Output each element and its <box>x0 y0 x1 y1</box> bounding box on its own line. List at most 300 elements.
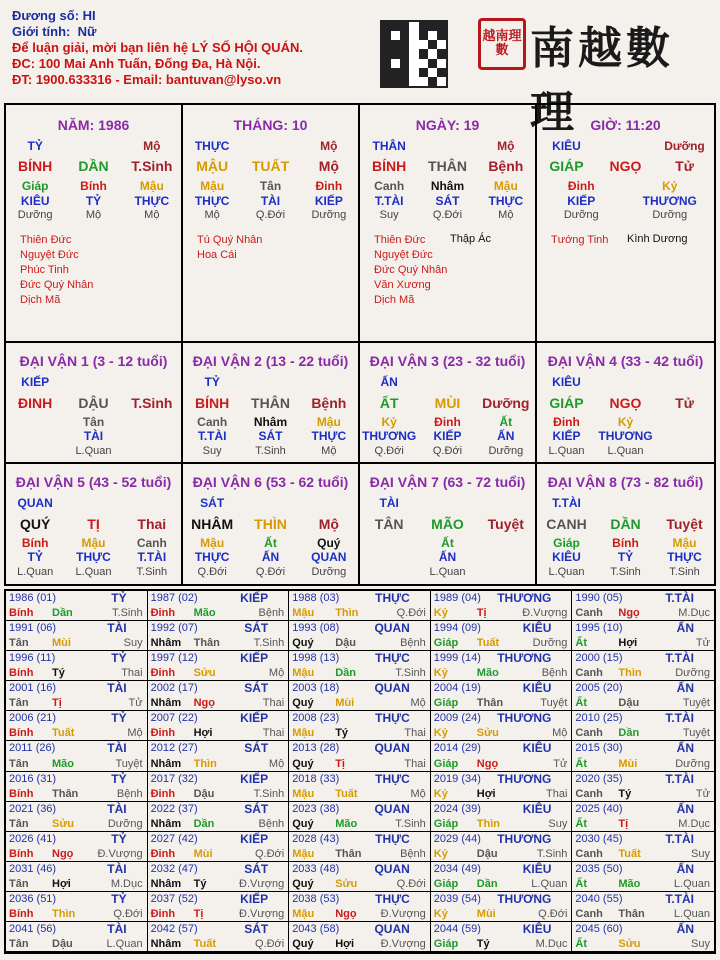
year-label: 2008 (23) <box>292 712 340 725</box>
year-label: 2033 (48) <box>292 862 340 875</box>
year-label: 1986 (01) <box>9 592 57 604</box>
dai-van-title: ĐẠI VẬN 5 (43 - 52 tuổi) <box>15 474 172 490</box>
year-stem: Canh <box>575 727 603 740</box>
year-cell <box>6 591 148 621</box>
hidden-stages <box>537 209 714 221</box>
year-cell <box>431 802 573 832</box>
year-god: TÀI <box>107 621 127 636</box>
year-stage: M.Dục <box>110 877 143 890</box>
year-cell <box>431 711 573 741</box>
year-stage: Bệnh <box>400 847 426 860</box>
year-label: 2009 (24) <box>433 712 481 725</box>
pillar-extra: Mộ <box>497 139 515 153</box>
dv-hidden-stage: Q.Đới <box>432 445 463 457</box>
year-label: 2004 (19) <box>433 682 481 695</box>
 <box>64 139 122 153</box>
year-label: 2025 (40) <box>575 802 623 815</box>
year-cell <box>431 922 573 952</box>
year-branch: Tị <box>335 757 345 770</box>
 <box>241 496 299 510</box>
year-cell <box>431 621 573 651</box>
pillar-stem-branch <box>360 158 535 174</box>
year-cell <box>289 862 431 892</box>
year-branch: Mùi <box>476 907 496 920</box>
dv-stem-branch <box>360 395 535 411</box>
dv-hidden <box>6 536 181 550</box>
dv-branch: DẦN <box>610 516 641 532</box>
hidden-god: KIÊU <box>20 194 50 208</box>
year-stem: Kỷ <box>433 667 448 680</box>
year-god: TỶ <box>111 651 127 666</box>
year-stem: Nhâm <box>150 757 182 770</box>
year-cell <box>431 832 573 862</box>
pillar-stage: Tử <box>675 158 694 174</box>
year-god: SÁT <box>244 921 269 936</box>
hidden-god: SÁT <box>435 194 460 208</box>
year-god: SÁT <box>244 741 269 756</box>
star: Dịch Mã <box>374 294 415 306</box>
hidden-god: TÀI <box>260 194 281 208</box>
star: Đức Quý Nhân <box>20 279 94 291</box>
pillar-branch: DẦN <box>78 158 109 174</box>
star: Nguyệt Đức <box>374 249 433 261</box>
 <box>360 550 418 564</box>
dv-stem-branch <box>6 395 181 411</box>
 <box>477 550 535 564</box>
year-label: 1991 (06) <box>9 622 57 635</box>
hidden-stems <box>537 179 714 193</box>
year-branch: Thân <box>193 637 220 650</box>
year-stage: Mộ <box>410 697 426 710</box>
year-stem: Tân <box>9 697 29 710</box>
 <box>477 496 535 510</box>
dv-hidden-stem: Đinh <box>553 415 580 429</box>
year-god: T.TÀI <box>665 711 694 726</box>
dv-hidden <box>537 536 714 550</box>
year-label: 2022 (37) <box>150 802 198 815</box>
year-god: KIẾP <box>240 591 269 605</box>
year-stem: Quý <box>292 877 314 890</box>
 <box>123 496 181 510</box>
year-stage: T.Sinh <box>395 817 426 830</box>
contact-line-2: ĐC: 100 Mai Anh Tuấn, Đống Đa, Hà Nội. <box>12 56 261 71</box>
 <box>655 375 714 389</box>
year-branch: Tị <box>618 817 629 830</box>
dv-hidden-stem: Bính <box>21 536 49 550</box>
year-cell <box>148 741 290 771</box>
dv-stem-branch <box>537 395 714 411</box>
year-god: QUAN <box>374 741 410 756</box>
year-cell <box>6 681 148 711</box>
dai-van-cell <box>6 464 183 584</box>
dv-hidden-stem: Quý <box>317 536 341 550</box>
year-branch: Thìn <box>618 667 642 680</box>
year-cell <box>431 681 573 711</box>
year-branch: Sửu <box>52 817 75 830</box>
year-stage: Dưỡng <box>532 637 568 650</box>
year-branch: Mùi <box>335 697 355 710</box>
year-label: 2001 (16) <box>9 682 57 695</box>
pillar-god-row <box>6 139 181 153</box>
dv-stage: Thai <box>137 516 167 532</box>
dv-hidden-god: THỰC <box>667 550 702 564</box>
year-god: THỰC <box>375 831 410 846</box>
gioi-tinh-value: Nữ <box>77 24 97 39</box>
year-cell <box>431 651 573 681</box>
pillar-stage: T.Sinh <box>131 158 173 174</box>
year-stem: Ất <box>575 697 587 710</box>
year-branch: Tuất <box>193 938 216 950</box>
year-stem: Mậu <box>292 907 315 920</box>
dv-stem: BÍNH <box>195 395 230 411</box>
year-god: SÁT <box>244 621 269 636</box>
year-label: 2043 (58) <box>292 922 340 935</box>
year-label: 2024 (39) <box>433 802 481 815</box>
year-branch: Tuất <box>335 787 358 800</box>
dv-stage: Dưỡng <box>482 395 530 411</box>
year-stem: Mậu <box>292 727 315 740</box>
year-god: KIẾP <box>240 651 269 666</box>
year-cell <box>6 802 148 832</box>
year-branch: Mão <box>193 607 216 620</box>
year-branch: Dậu <box>52 938 73 950</box>
year-label: 2036 (51) <box>9 892 57 905</box>
 <box>418 375 476 389</box>
year-stem: Bính <box>9 607 34 620</box>
year-stage: Bệnh <box>116 787 143 800</box>
star: Thiên Đức <box>20 234 72 246</box>
hidden-stage: Q.Đới <box>255 209 286 221</box>
 <box>241 139 299 153</box>
year-stage: T.Sinh <box>536 847 568 860</box>
dv-hidden-stage: L.Quan <box>17 566 54 578</box>
dv-hgods <box>183 550 358 564</box>
dv-hidden-god: KIẾP <box>433 429 462 443</box>
year-god: THƯƠNG <box>497 711 552 726</box>
year-cell <box>6 832 148 862</box>
dv-hidden-god: THƯƠNG <box>598 429 653 443</box>
 <box>300 496 358 510</box>
year-stage: L.Quan <box>531 877 568 890</box>
year-cell <box>6 922 148 952</box>
year-stage: Q.Đới <box>254 938 285 950</box>
year-branch: Ngọ <box>335 907 357 920</box>
hidden-god: KIẾP <box>567 194 596 208</box>
stars-list <box>197 233 262 263</box>
year-stage: T.Sinh <box>253 787 285 800</box>
year-cell <box>572 741 714 771</box>
year-label: 1994 (09) <box>433 622 481 635</box>
hidden-stage: Q.Đới <box>432 209 463 221</box>
year-cell <box>289 651 431 681</box>
dv-hidden <box>183 536 358 550</box>
dv-hidden-stem: Ất <box>441 536 454 550</box>
dv-god: KIÊU <box>552 375 581 389</box>
hidden-stages <box>360 209 535 221</box>
year-god: QUAN <box>374 921 410 936</box>
qr-code[interactable] <box>380 20 448 88</box>
year-label: 2013 (28) <box>292 742 340 755</box>
dv-hidden <box>183 415 358 429</box>
pillar-title: THÁNG: 10 <box>233 117 308 133</box>
year-cell <box>148 832 290 862</box>
pillar-god: TỶ <box>27 139 43 153</box>
year-branch: Tuất <box>52 727 75 740</box>
year-cell <box>6 621 148 651</box>
year-stage: Suy <box>123 637 143 650</box>
 <box>655 415 714 429</box>
year-label: 1999 (14) <box>433 652 481 665</box>
year-branch: Hợi <box>193 727 213 740</box>
year-branch: Sửu <box>476 727 499 740</box>
year-stem: Đinh <box>150 727 176 740</box>
year-label: 1998 (13) <box>292 652 340 665</box>
year-god: T.TÀI <box>665 591 694 605</box>
header-info <box>12 8 303 88</box>
dv-god-row <box>360 496 535 510</box>
dv-god-row <box>6 375 181 389</box>
star: Kình Dương <box>627 233 688 245</box>
year-god: TỶ <box>111 591 127 605</box>
year-label: 2041 (56) <box>9 922 57 935</box>
 <box>477 375 535 389</box>
year-god: KIÊU <box>522 621 552 636</box>
year-cell <box>431 862 573 892</box>
hidden-stems <box>360 179 535 193</box>
year-label: 2034 (49) <box>433 862 481 875</box>
year-label: 1990 (05) <box>575 592 623 604</box>
year-stem: Bính <box>9 667 34 680</box>
star: Dịch Mã <box>20 294 61 306</box>
year-label: 2040 (55) <box>575 892 623 905</box>
hidden-stage: Dưỡng <box>311 209 347 221</box>
 <box>123 429 181 443</box>
dv-stage: Tử <box>675 395 694 411</box>
year-branch: Ngọ <box>476 757 499 770</box>
year-stem: Mậu <box>292 847 315 860</box>
hidden-stem: Tân <box>259 179 282 193</box>
year-stem: Nhâm <box>150 817 182 830</box>
year-god: KIÊU <box>522 681 552 696</box>
year-cell <box>572 892 714 922</box>
hidden-gods <box>537 194 714 208</box>
year-stem: Mậu <box>292 667 315 680</box>
year-stage: Bệnh <box>400 637 426 650</box>
year-stage: Thai <box>262 727 285 740</box>
year-label: 1992 (07) <box>150 622 198 635</box>
dai-van-title: ĐẠI VẬN 2 (13 - 22 tuổi) <box>192 353 349 369</box>
year-stem: Nhâm <box>150 697 182 710</box>
year-label: 2020 (35) <box>575 772 623 785</box>
year-label: 2002 (17) <box>150 682 198 695</box>
dv-hidden-stage: L.Quan <box>548 445 585 457</box>
dv-hidden-stage: L.Quan <box>75 445 112 457</box>
year-label: 2045 (60) <box>575 922 623 935</box>
year-stage: T.Sinh <box>253 637 285 650</box>
dv-god: ẤN <box>380 375 398 389</box>
year-label: 2011 (26) <box>9 742 56 755</box>
year-stem: Giáp <box>433 817 459 830</box>
dv-stem-branch <box>183 516 358 532</box>
dv-hidden-stem: Nhâm <box>253 415 288 429</box>
year-stage: L.Quan <box>673 877 710 890</box>
dv-stem-branch <box>537 516 714 532</box>
year-stage: Suy <box>548 817 568 830</box>
annual-luck-table <box>4 589 716 954</box>
year-god: KIẾP <box>240 711 269 726</box>
year-god: ẤN <box>676 621 694 636</box>
year-god: SÁT <box>244 801 269 816</box>
star: Phúc Tinh <box>20 264 69 276</box>
year-stem: Ất <box>575 757 587 770</box>
year-stage: Q.Đới <box>538 907 568 920</box>
dv-hidden-god: THỰC <box>194 550 230 564</box>
year-label: 2006 (21) <box>9 712 57 725</box>
year-label: 2005 (20) <box>575 682 623 695</box>
hidden-stage: Mộ <box>144 209 160 221</box>
dv-hidden <box>537 415 714 429</box>
dai-van-title: ĐẠI VẬN 4 (33 - 42 tuổi) <box>547 353 704 369</box>
dv-hidden-stem: Canh <box>136 536 167 550</box>
year-branch: Hợi <box>618 637 638 650</box>
dv-hidden-stem: Kỷ <box>381 415 397 429</box>
dv-stage: Bệnh <box>311 395 347 411</box>
year-stem: Kỷ <box>433 847 448 860</box>
year-branch: Mão <box>618 877 641 890</box>
year-cell <box>148 591 290 621</box>
year-branch: Dậu <box>335 637 356 650</box>
year-label: 2003 (18) <box>292 682 340 695</box>
dv-god-row <box>183 496 358 510</box>
year-stage: Tuyệt <box>682 697 710 710</box>
year-stage: Dưỡng <box>107 817 143 830</box>
year-label: 2028 (43) <box>292 832 340 845</box>
year-stage: Dưỡng <box>675 757 710 770</box>
dv-hgods <box>360 550 535 564</box>
contact-line-3: ĐT: 1900.633316 - Email: bantuvan@lyso.vn <box>12 72 282 87</box>
dv-hidden-stem: Mậu <box>81 536 106 550</box>
dv-hidden-stage: L.Quan <box>607 445 644 457</box>
dv-hstages <box>183 566 358 578</box>
year-stage: Thai <box>121 667 143 680</box>
year-stem: Tân <box>9 817 29 830</box>
year-god: TỶ <box>111 891 127 906</box>
year-branch: Ngọ <box>618 607 640 620</box>
year-god: THỰC <box>375 651 410 666</box>
year-branch: Thìn <box>335 607 359 620</box>
 <box>596 139 655 153</box>
year-label: 2044 (59) <box>433 922 481 935</box>
year-god: KIẾP <box>240 891 269 906</box>
year-stem: Kỷ <box>433 907 448 920</box>
dv-stem-branch <box>360 516 535 532</box>
dv-hidden-stage: Suy <box>202 445 222 457</box>
 <box>123 445 181 457</box>
year-branch: Hợi <box>52 877 71 890</box>
logo-text: 南越數理 <box>530 23 674 138</box>
hidden-god: THỰC <box>194 194 230 208</box>
 <box>360 566 418 578</box>
year-stage: T.Sinh <box>395 667 426 680</box>
year-stem: Đinh <box>150 787 176 800</box>
year-label: 2030 (45) <box>575 832 623 845</box>
year-stem: Quý <box>292 637 314 650</box>
year-stem: Tân <box>9 637 29 650</box>
year-cell <box>289 832 431 862</box>
year-god: KIÊU <box>522 921 552 936</box>
year-stage: Bệnh <box>541 667 568 680</box>
dv-god-row <box>537 496 714 510</box>
year-stem: Ất <box>575 637 587 650</box>
hidden-stem: Giáp <box>21 179 49 193</box>
 <box>64 496 122 510</box>
year-label: 2039 (54) <box>433 892 481 905</box>
 <box>418 139 476 153</box>
year-cell <box>572 681 714 711</box>
year-stage: M.Dục <box>678 817 710 830</box>
year-stem: Kỷ <box>433 787 448 800</box>
year-stage: T.Sinh <box>112 607 143 620</box>
year-god: T.TÀI <box>665 831 694 846</box>
dv-hidden-stage: T.Sinh <box>136 566 168 578</box>
year-cell <box>289 741 431 771</box>
dv-hidden-god: T.TÀI <box>137 550 167 564</box>
year-stage: Bệnh <box>258 607 285 620</box>
year-stem: Canh <box>575 667 603 680</box>
dv-god-row <box>6 496 181 510</box>
year-stem: Quý <box>292 938 314 950</box>
year-cell <box>572 862 714 892</box>
year-branch: Thìn <box>52 907 76 920</box>
year-stem: Đinh <box>150 907 176 920</box>
year-stage: Mộ <box>127 727 143 740</box>
year-stem: Nhâm <box>150 637 182 650</box>
year-stem: Quý <box>292 757 314 770</box>
dai-van-cell <box>6 343 183 464</box>
year-stem: Canh <box>575 607 603 620</box>
year-cell <box>289 591 431 621</box>
year-cell <box>289 922 431 952</box>
year-god: ẤN <box>676 741 694 756</box>
year-stem: Bính <box>9 907 34 920</box>
year-branch: Mùi <box>52 637 71 650</box>
year-branch: Dần <box>618 727 640 740</box>
year-branch: Dần <box>193 817 215 830</box>
year-stem: Đinh <box>150 667 176 680</box>
gioi-tinh-label: Giới tính: <box>12 24 71 39</box>
dv-hidden-stem: Mậu <box>316 415 341 429</box>
stars-list <box>374 233 447 308</box>
dv-hidden-god: KIÊU <box>552 550 581 564</box>
dv-branch: TỊ <box>87 516 100 532</box>
hidden-god: KIẾP <box>314 194 343 208</box>
dv-hidden-stage: Dưỡng <box>488 445 524 457</box>
pillar-god-row <box>360 139 535 153</box>
year-stem: Giáp <box>433 757 459 770</box>
 <box>360 536 418 550</box>
year-cell <box>572 711 714 741</box>
dv-god-row <box>183 375 358 389</box>
 <box>477 566 535 578</box>
year-stage: Thai <box>545 787 568 800</box>
year-branch: Ngọ <box>52 847 74 860</box>
dv-hidden-stem: Ất <box>264 536 277 550</box>
hidden-gods <box>360 194 535 208</box>
year-stem: Kỷ <box>433 727 448 740</box>
dv-stage: Tuyệt <box>666 516 703 532</box>
year-stem: Kỷ <box>433 607 448 620</box>
hidden-stages <box>183 209 358 221</box>
